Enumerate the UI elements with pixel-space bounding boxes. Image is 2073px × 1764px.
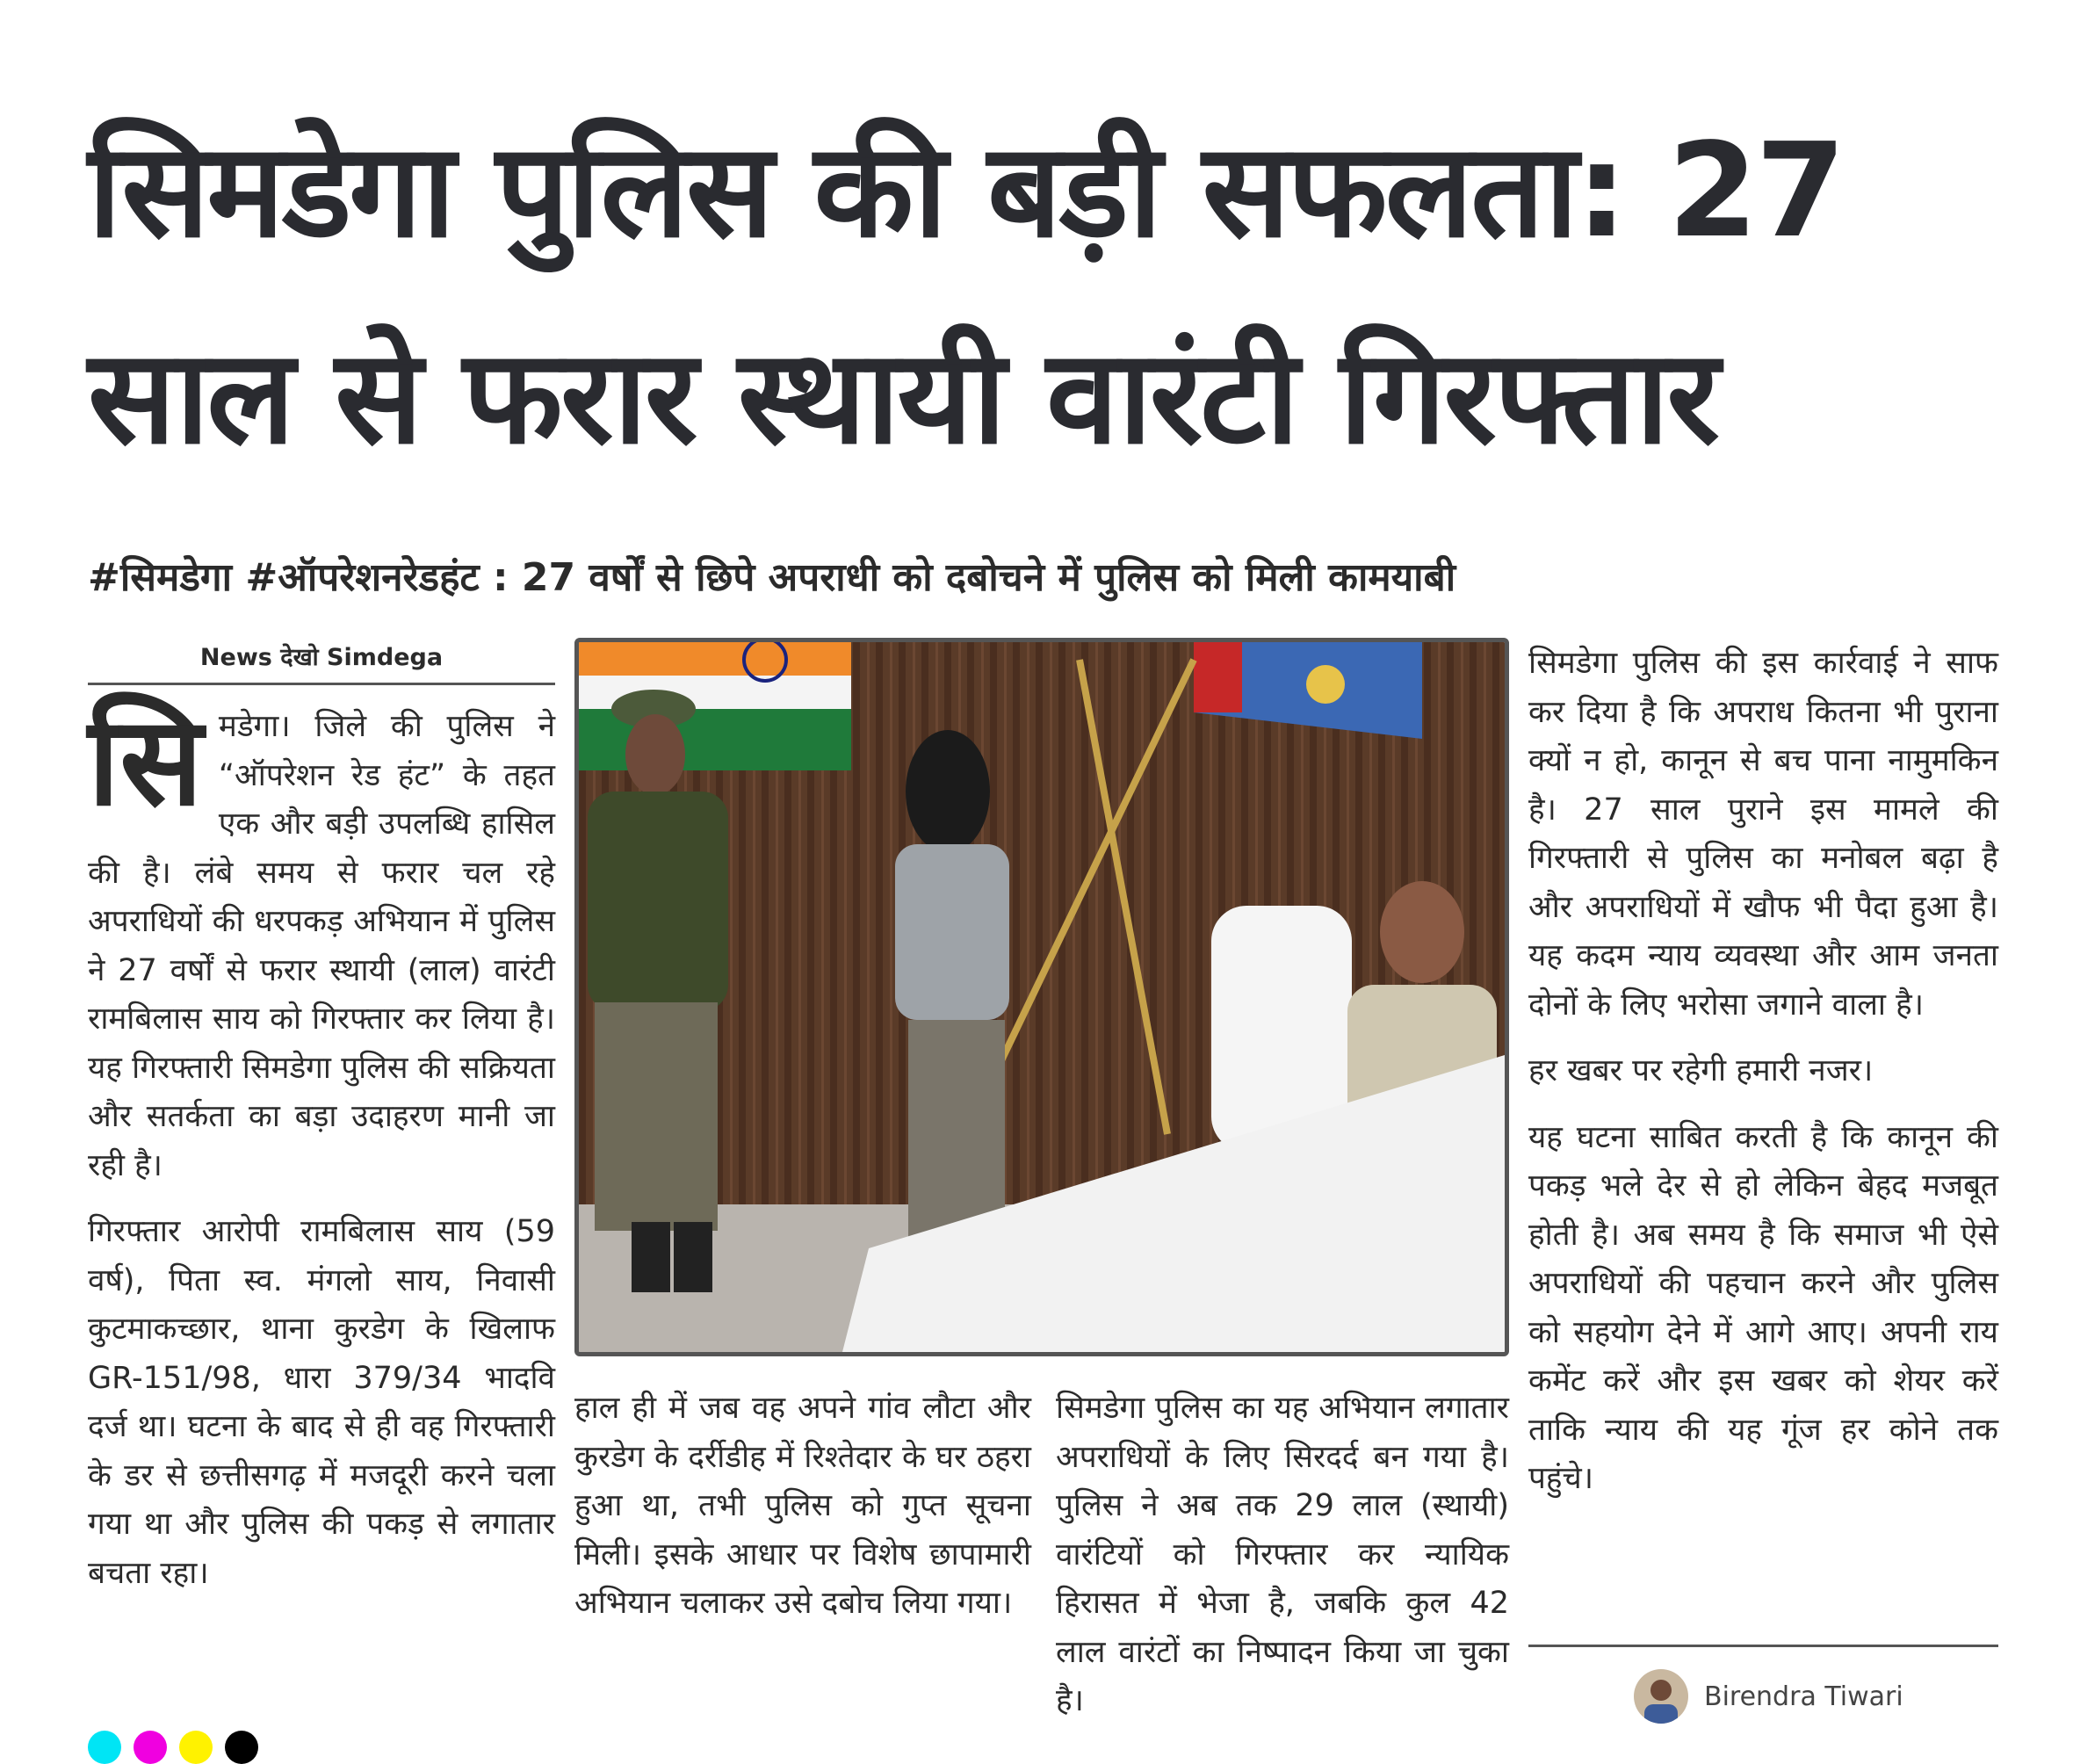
article-column-4: [1528, 640, 1998, 1522]
magenta-dot: [134, 1731, 167, 1764]
article-column-2: [574, 1384, 1031, 1646]
headline-line-1: सिमडेगा पुलिस की बड़ी सफलता: 27: [88, 115, 1844, 266]
byline-divider: [88, 683, 555, 685]
article-column-1: [88, 690, 555, 1616]
subheadline: #सिमडेगा #ऑपरेशनरेडहंट : 27 वर्षों से छिपे अपराधी को दबोचने में पुलिस को मिली कामयाबी: [88, 555, 1456, 600]
cmyk-registration-marks: [88, 1731, 258, 1764]
article-paragraph: सिमडेगा पुलिस का यह अभियान लगातार अपराधियों के लिए सिरदर्द बन गया है। पुलिस ने अब तक 29 लाल (स्थायी) वारंटियों को गिरफ्तार कर न्यायिक हिरासत में भेजा है, जबकि कुल 42 लाल वारंटों का निष्पादन किया जा चुका है।: [1056, 1391, 1509, 1718]
yellow-dot: [179, 1731, 213, 1764]
paragraph-text: मडेगा। जिले की पुलिस ने “ऑपरेशन रेड हंट” के तहत एक और बड़ी उपलब्धि हासिल की है। लंबे समय से फरार चल रहे अपराधियों की धरपकड़ अभियान में पुलिस ने 27 वर्षों से फरार स्थायी (लाल) वारंटी रामबिलास साय को गिरफ्तार कर लिया है। यह गिरफ्तारी सिमडेगा पुलिस की सक्रियता और सतर्कता का बड़ा उदाहरण मानी जा रही है।: [88, 709, 555, 1183]
black-dot: [225, 1731, 258, 1764]
avatar: [1634, 1669, 1688, 1724]
article-paragraph: [88, 690, 555, 1190]
press-conference-illustration: [579, 642, 1505, 1352]
article-paragraph: सिमडेगा पुलिस की इस कार्रवाई ने साफ कर दिया है कि अपराध कितना भी पुराना क्यों न हो, कानून से बच पाना नामुमकिन है। 27 साल पुराने इस मामले की गिरफ्तारी से पुलिस का मनोबल बढ़ा है और अपराधियों में खौफ भी पैदा हुआ है। यह कदम न्याय व्यवस्था और आम जनता दोनों के लिए भरोसा जगाने वाला है।: [1528, 646, 1998, 1023]
headline: [88, 88, 1985, 501]
author-divider: [1528, 1645, 1998, 1647]
byline: News देखो Simdega: [199, 644, 444, 671]
drop-cap: सि: [88, 690, 203, 834]
author-credit: [1634, 1669, 1903, 1724]
news-photo: [574, 638, 1509, 1356]
author-name: Birendra Tiwari: [1704, 1681, 1903, 1712]
headline-line-2: साल से फरार स्थायी वारंटी गिरफ्तार: [88, 322, 1717, 473]
article-paragraph: हाल ही में जब वह अपने गांव लौटा और कुरडेग के दर्रीडीह में रिश्तेदार के घर ठहरा हुआ था, तभी पुलिस को गुप्त सूचना मिली। इसके आधार पर विशेष छापामारी अभियान चलाकर उसे दबोच लिया गया।: [574, 1391, 1031, 1621]
cyan-dot: [88, 1731, 121, 1764]
article-paragraph: गिरफ्तार आरोपी रामबिलास साय (59 वर्ष), पिता स्व. मंगलो साय, निवासी कुटमाकच्छार, थाना कुरडेग के खिलाफ GR-151/98, धारा 379/34 भादवि दर्ज था। घटना के बाद से ही वह गिरफ्तारी के डर से छत्तीसगढ़ में मजदूरी करने चला गया था और पुलिस की पकड़ से लगातार बचता रहा।: [88, 1214, 555, 1591]
article-paragraph: यह घटना साबित करती है कि कानून की पकड़ भले देर से हो लेकिन बेहद मजबूत होती है। अब समय है कि समाज भी ऐसे अपराधियों की पहचान करने और पुलिस को सहयोग देने में आगे आए। अपनी राय कमेंट करें और इस खबर को शेयर करें ताकि न्याय की यह गूंज हर कोने तक पहुंचे।: [1528, 1119, 1998, 1496]
article-paragraph: हर खबर पर रहेगी हमारी नजर।: [1528, 1053, 1874, 1088]
article-column-3: [1056, 1384, 1509, 1744]
